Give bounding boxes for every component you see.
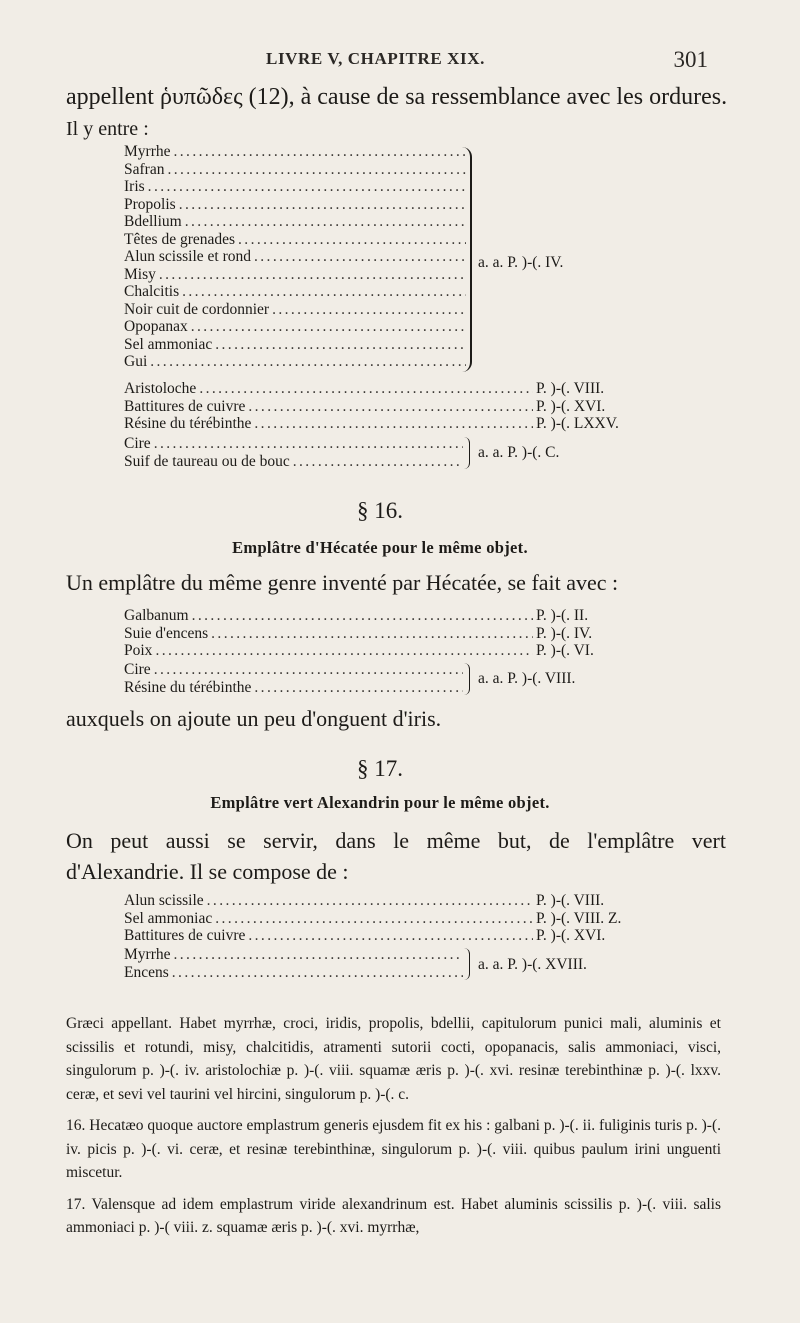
dot-leader xyxy=(154,661,463,679)
ingredient-row xyxy=(124,336,469,354)
ingredient-row xyxy=(124,318,469,336)
ingredient-row xyxy=(124,607,654,625)
group-brace xyxy=(463,437,470,469)
ingredient-row xyxy=(124,248,469,266)
group-16-quantity: a. a. P. )-(. VIII. xyxy=(478,670,576,687)
dot-leader xyxy=(192,607,533,625)
ingredient-row xyxy=(124,161,469,179)
dot-leader xyxy=(150,353,466,371)
section-17-number: § 17. xyxy=(357,756,403,781)
ingredient-row xyxy=(124,196,469,214)
ingredient-name: Battitures de cuivre xyxy=(124,397,246,415)
ingredient-name: Bdellium xyxy=(124,213,182,230)
dot-leader xyxy=(272,301,466,319)
dot-leader xyxy=(154,435,463,453)
dot-leader xyxy=(199,380,533,398)
ingredient-name: Alun scissile xyxy=(124,892,204,909)
ingredient-name: Noir cuit de cordonnier xyxy=(124,300,270,318)
ingredient-group-2 xyxy=(124,435,466,470)
dot-leader xyxy=(155,642,533,660)
ingredient-row xyxy=(124,453,466,471)
dot-leader xyxy=(191,318,466,336)
ingredient-name: Aristoloche xyxy=(124,380,197,397)
ingredient-row xyxy=(124,143,469,161)
ingredient-row xyxy=(124,213,469,231)
latin-footnotes xyxy=(66,1012,721,1248)
footnote-paragraph: 17. Valensque ad idem emplastrum viride alexandrinum est. Habet aluminis scissilis p. )-(. viii. salis ammoniaci p. )-( viii. z. squamæ æris p. )-(. xvi. myrrhæ, xyxy=(66,1195,721,1236)
footnote-paragraph: Græci appellant. Habet myrrhæ, croci, iridis, propolis, bdellii, capitulorum punici mali, aluminis et scissilis et rotundi, misy, chalcitidis, atramenti sutorii cocti, opopanacis, salis ammoniaci, visci, singulorum p. )-(. iv. aristolochiæ p. )-(. viii. squamæ æris p. )-(. xvi. resinæ terebinthinæ p. )-(. lxxv. ceræ, et sevi vel taurini vel hircini, singulorum p. )-(. c. xyxy=(66,1015,721,1103)
dot-leader xyxy=(254,415,533,433)
ingredient-row xyxy=(124,946,466,964)
ingredient-row xyxy=(124,625,654,643)
single-ingredients-17 xyxy=(124,892,654,945)
ingredient-quantity: P. )-(. VIII. Z. xyxy=(536,909,622,927)
dot-leader xyxy=(254,248,466,266)
ingredient-row xyxy=(124,892,654,910)
dot-leader xyxy=(185,213,466,231)
ingredient-row xyxy=(124,301,469,319)
intro-line-1: appellent ῥυπῶδες (12), à cause de sa ressemblance avec les ordures. xyxy=(66,84,728,110)
ingredient-name: Sel ammoniac xyxy=(124,335,213,353)
ingredient-quantity: P. )-(. II. xyxy=(536,607,589,624)
ingredient-name: Résine du térébinthe xyxy=(124,415,252,432)
page-header xyxy=(0,47,800,75)
ingredient-row xyxy=(124,927,654,945)
ingredient-row xyxy=(124,964,466,982)
section-17-intro xyxy=(66,825,726,887)
running-head: LIVRE V, CHAPITRE XIX. xyxy=(266,49,485,68)
dot-leader xyxy=(174,143,467,161)
dot-leader xyxy=(182,283,466,301)
ingredient-row xyxy=(124,910,654,928)
group-brace xyxy=(463,663,470,695)
ingredient-name: Cire xyxy=(124,435,151,452)
ingredient-quantity: P. )-(. XVI. xyxy=(536,927,606,944)
dot-leader xyxy=(215,336,466,354)
single-ingredients-1 xyxy=(124,380,654,433)
ingredient-quantity: P. )-(. XVI. xyxy=(536,397,606,415)
ingredient-name: Têtes de grenades xyxy=(124,230,236,248)
ingredient-quantity: P. )-(. IV. xyxy=(536,624,593,642)
ingredient-name: Propolis xyxy=(124,195,176,213)
intro-line-2: Il y entre : xyxy=(66,118,149,140)
dot-leader xyxy=(207,892,533,910)
dot-leader xyxy=(159,266,466,284)
page-number: 301 xyxy=(673,47,708,72)
section-17-title: Emplâtre vert Alexandrin pour le même objet. xyxy=(210,793,550,812)
ingredient-row xyxy=(124,178,469,196)
ingredient-list-1-group-2 xyxy=(124,435,466,470)
section-16-number: § 16. xyxy=(357,498,403,523)
dot-leader xyxy=(172,964,463,982)
single-ingredients-16 xyxy=(124,607,654,660)
ingredient-name: Sel ammoniac xyxy=(124,909,213,927)
section-16-intro: Un emplâtre du même genre inventé par Hécatée, se fait avec : xyxy=(66,570,619,595)
ingredient-name: Encens xyxy=(124,963,169,981)
ingredient-name: Résine du térébinthe xyxy=(124,678,252,696)
ingredient-row xyxy=(124,353,469,371)
dot-leader xyxy=(148,178,466,196)
group-brace xyxy=(460,147,472,372)
group-17-quantity: a. a. P. )-(. XVIII. xyxy=(478,956,587,973)
ingredient-group-1 xyxy=(124,143,469,371)
ingredient-name: Myrrhe xyxy=(124,946,171,963)
ingredient-list-16-singles xyxy=(124,607,654,660)
ingredient-row xyxy=(124,661,466,679)
section-17-intro-line-2: d'Alexandrie. Il se compose de : xyxy=(66,859,349,884)
ingredient-name: Misy xyxy=(124,265,156,283)
ingredient-quantity: P. )-(. VIII. xyxy=(536,892,605,909)
section-16-outro: auxquels on ajoute un peu d'onguent d'iris. xyxy=(66,706,442,731)
ingredient-list-1 xyxy=(124,143,469,371)
group-2-quantity: a. a. P. )-(. C. xyxy=(478,444,560,461)
ingredient-list-17-singles xyxy=(124,892,654,945)
dot-leader xyxy=(215,910,533,928)
ingredient-row xyxy=(124,642,654,660)
dot-leader xyxy=(179,196,466,214)
group-brace xyxy=(463,948,470,980)
ingredient-name: Gui xyxy=(124,353,148,370)
dot-leader xyxy=(167,161,466,179)
ingredient-row xyxy=(124,398,654,416)
ingredient-name: Galbanum xyxy=(124,607,189,624)
ingredient-group-17 xyxy=(124,946,466,981)
ingredient-name: Suif de taureau ou de bouc xyxy=(124,452,290,470)
ingredient-row xyxy=(124,283,469,301)
ingredient-row xyxy=(124,231,469,249)
ingredient-quantity: P. )-(. LXXV. xyxy=(536,415,619,432)
ingredient-row xyxy=(124,266,469,284)
ingredient-name: Chalcitis xyxy=(124,283,180,300)
dot-leader xyxy=(174,946,464,964)
ingredient-quantity: P. )-(. VI. xyxy=(536,642,594,659)
dot-leader xyxy=(293,453,463,471)
dot-leader xyxy=(248,398,533,416)
ingredient-name: Poix xyxy=(124,642,153,659)
ingredient-name: Alun scissile et rond xyxy=(124,248,251,265)
dot-leader xyxy=(238,231,466,249)
ingredient-name: Opopanax xyxy=(124,318,188,335)
ingredient-name: Suie d'encens xyxy=(124,624,209,642)
ingredient-name: Cire xyxy=(124,661,151,678)
ingredient-name: Battitures de cuivre xyxy=(124,927,246,944)
ingredient-list-1-singles xyxy=(124,380,654,433)
ingredient-row xyxy=(124,679,466,697)
ingredient-name: Iris xyxy=(124,178,145,195)
ingredient-group-16 xyxy=(124,661,466,696)
ingredient-quantity: P. )-(. VIII. xyxy=(536,380,605,397)
ingredient-row xyxy=(124,380,654,398)
ingredient-name: Safran xyxy=(124,160,165,178)
dot-leader xyxy=(248,927,533,945)
dot-leader xyxy=(211,625,533,643)
section-17-intro-line-1: On peut aussi se servir, dans le même but, de l'emplâtre vert xyxy=(66,828,726,853)
ingredient-row xyxy=(124,435,466,453)
ingredient-list-17-group xyxy=(124,946,466,981)
group-1-quantity: a. a. P. )-(. IV. xyxy=(478,254,564,271)
ingredient-name: Myrrhe xyxy=(124,143,171,160)
section-16-title: Emplâtre d'Hécatée pour le même objet. xyxy=(232,538,528,557)
footnote-paragraph: 16. Hecatæo quoque auctore emplastrum generis ejusdem fit ex his : galbani p. )-(. ii. fuliginis turis p. )-(. iv. picis p. )-(. vi. ceræ, et resinæ terebinthinæ, singulorum p. )-(. viii. quibus paulum irini unguenti miscetur. xyxy=(66,1117,721,1181)
ingredient-list-16-group xyxy=(124,661,466,696)
dot-leader xyxy=(254,679,463,697)
ingredient-row xyxy=(124,415,654,433)
